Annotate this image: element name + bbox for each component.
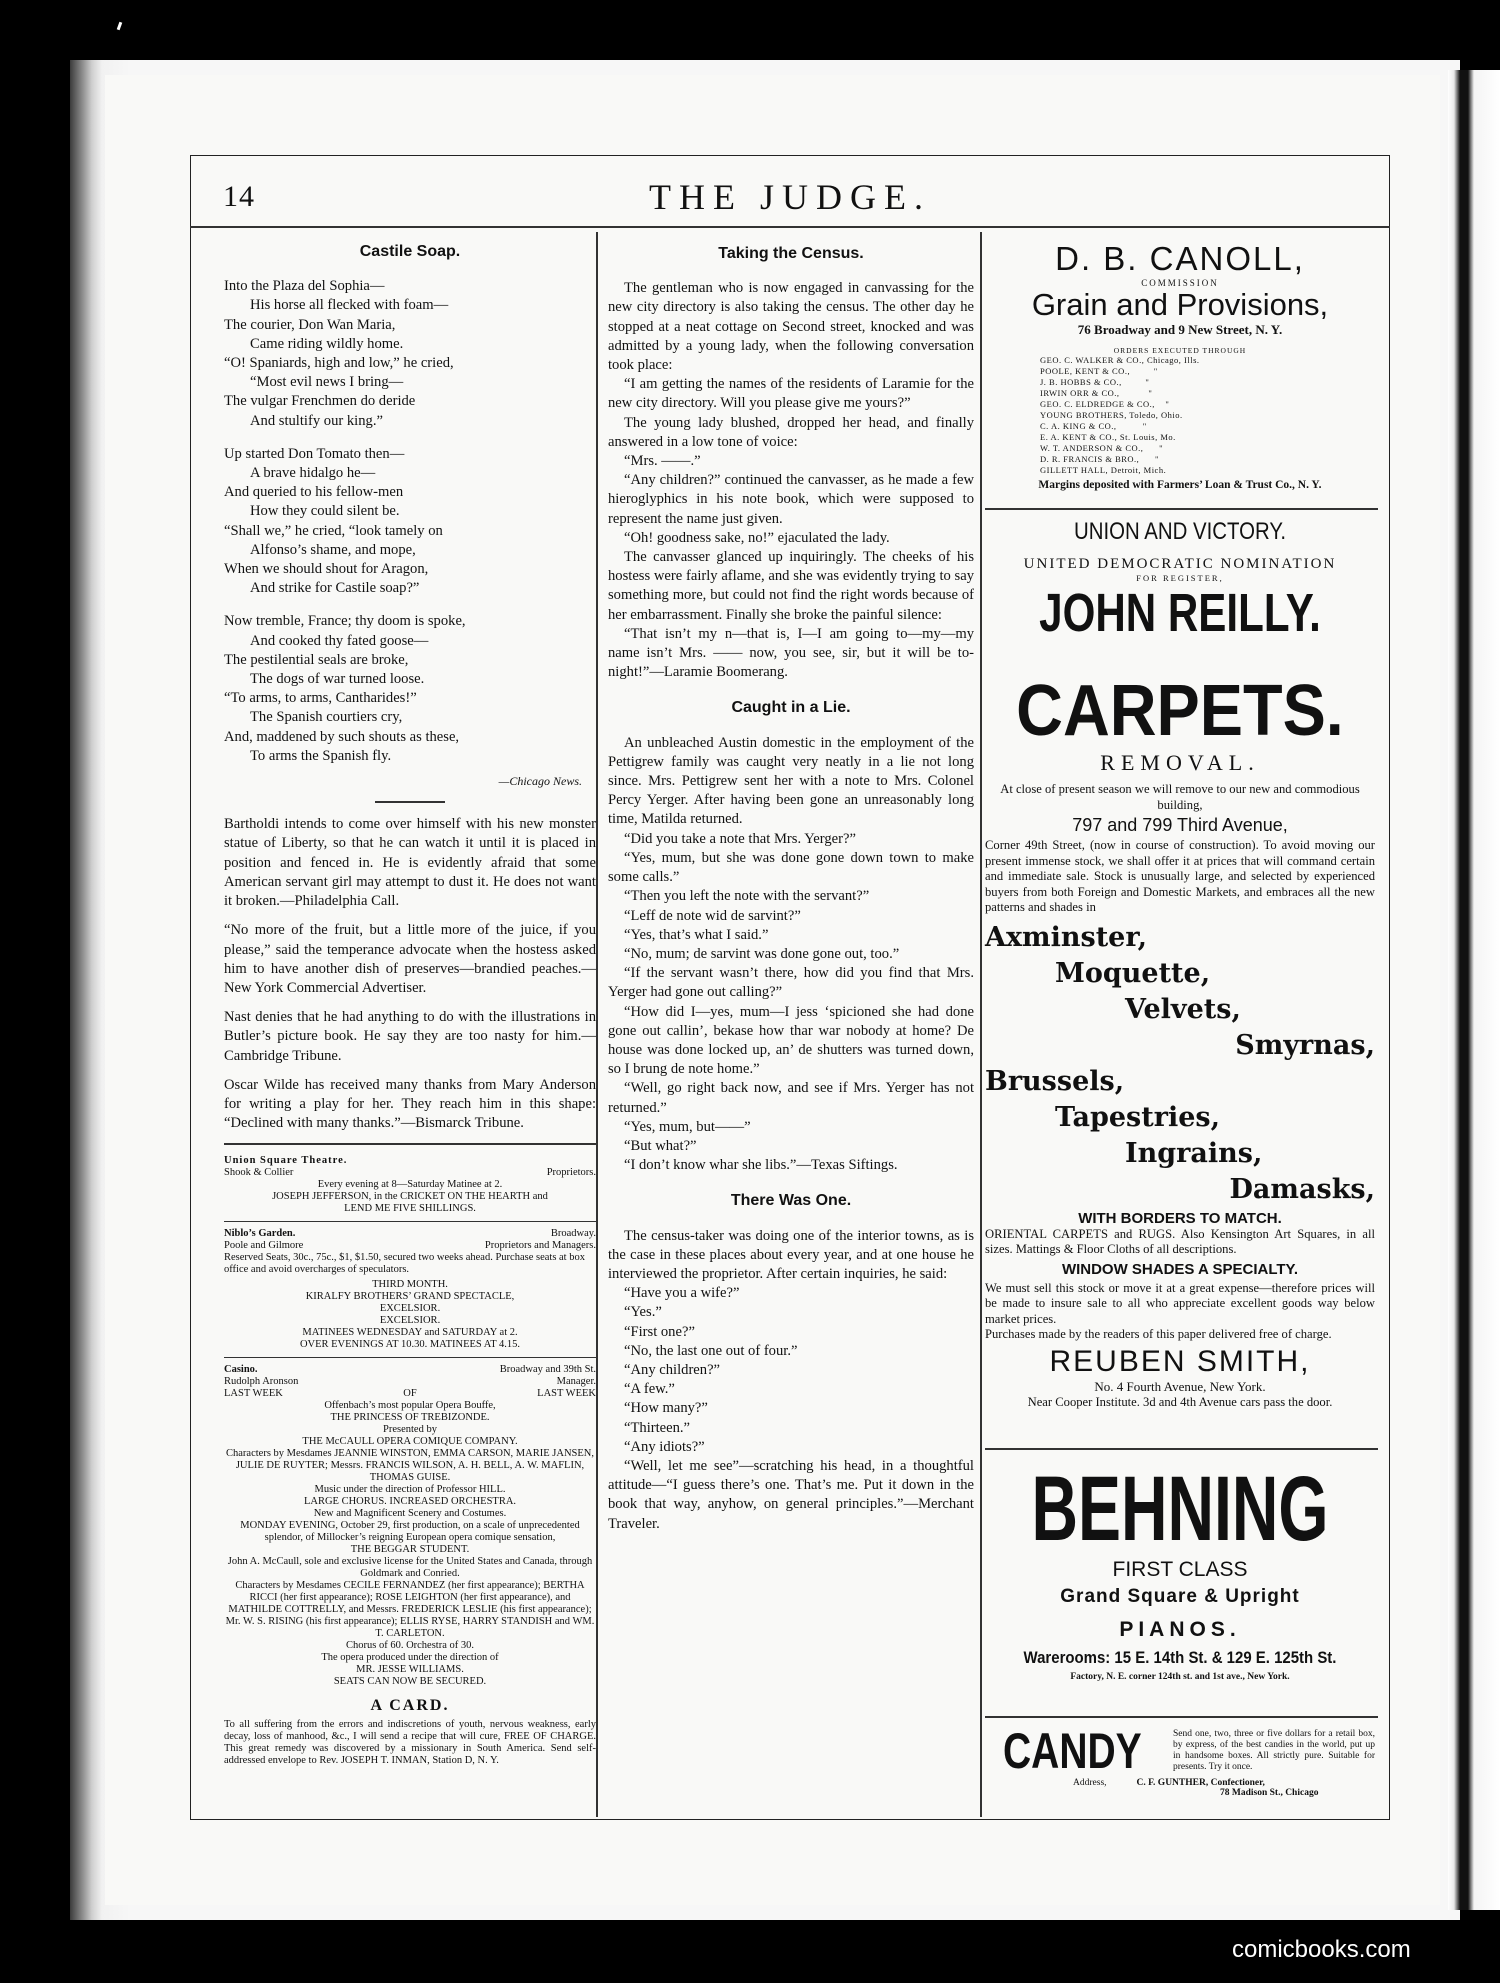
agent-line: C. A. KING & CO., ": [1040, 421, 1147, 431]
candy-merchant-address: 78 Madison St., Chicago: [1220, 1788, 1319, 1798]
casino-line: THE BEGGAR STUDENT.: [350, 1543, 470, 1555]
theatre-location: Broadway and 39th St.: [499, 1363, 596, 1375]
theatre-name: Union Square Theatre.: [224, 1154, 348, 1166]
poem-line: How they could silent be.: [250, 503, 400, 520]
canoll-subtitle: COMMISSION: [1141, 278, 1219, 288]
article-paragraph: “How many?”: [624, 1400, 708, 1417]
canoll-address: 76 Broadway and 9 New Street, N. Y.: [1077, 322, 1283, 337]
casino-line: Characters by Mesdames CECILE FERNANDEZ (her first appearance); BERTHA RICCI (her first appearance); ROSE LEIGHTON (her first appearance), and MATHILDE COTTRELLY, and Messrs. FREDERICK LESLIE (his first appearance); Mr. W. S. RISING (his first appearance); ELLIS RYSE, HARRY STANDISH and WM. T. CARLETON.: [225, 1579, 595, 1639]
carpets-borders: WITH BORDERS TO MATCH.: [1078, 1209, 1282, 1227]
paragraph-nast: Nast denies that he had anything to do with the illustrations in Butler’s picture book. He say they are too nasty for him.—Cambridge Tribune.: [224, 1009, 596, 1064]
masthead-rule: [190, 226, 1390, 228]
article-paragraph: “Thirteen.”: [624, 1419, 691, 1436]
casino-line: Offenbach’s most popular Opera Bouffe,: [324, 1399, 496, 1411]
poem-line: Came riding wildly home.: [250, 335, 404, 352]
article-paragraph: The gentleman who is now engaged in canvassing for the new city directory is also taking the census. The other day he stopped at a neat cottage on Second street, knocked and was admitted by a young lady, when the following conversation took place:: [608, 280, 974, 374]
poem-stanza-1: [224, 277, 596, 431]
poem-line: “O! Spaniards, high and low,” he cried,: [224, 355, 454, 372]
column-rule-1: [596, 232, 598, 1817]
article-title-one: There Was One.: [730, 1192, 852, 1210]
poem-line: His horse all flecked with foam—: [250, 297, 449, 314]
agent-line: W. T. ANDERSON & CO., ": [1040, 443, 1164, 453]
poem-stanza-3: [224, 612, 596, 766]
casino-line: MR. JESSE WILLIAMS.: [356, 1663, 464, 1675]
casino-line: Characters by Mesdames JEANNIE WINSTON, EMMA CARSON, MARIE JANSEN, JULIE DE RUYTER; Messrs. FRANCIS WILSON, A. H. BELL, A. W. MAFLIN, THOMAS GUISE.: [226, 1447, 594, 1483]
theatre-proprietors: Poole and Gilmore: [224, 1239, 304, 1251]
agent-line: J. B. HOBBS & CO., ": [1040, 377, 1150, 387]
article-paragraph: “How did I—yes, mum—I jess ‘spicioned she had done gone out callin’, bekase how thar war nobody at home? De house was done locked up, an’ de shutters was turned down, so I brung de note home.”: [608, 1003, 974, 1078]
agent-line: GEO. C. ELDREDGE & CO., ": [1040, 399, 1170, 409]
poem-line: “Shall we,” he cried, “look tamely on: [224, 522, 443, 539]
article-paragraph: “Any idiots?”: [624, 1438, 705, 1455]
article-paragraph: An unbleached Austin domestic in the employment of the Pettigrew family was caught very neatly in a lie not long since. Mrs. Pettigrew sent her with a note to Mrs. Colonel Percy Yerger. After having been gone an unreasonably long time, Matilda returned.: [608, 734, 974, 828]
carpets-removal: REMOVAL.: [1100, 750, 1260, 775]
card-text: To all suffering from the errors and indiscretions of youth, nervous weakness, early decay, loss of manhood, &c., I will send a recipe that will cure, FREE OF CHARGE. This great remedy was discovered by a missionary in South America. Send self-addressed envelope to Rev. JOSEPH T. INMAN, Station D, N. Y.: [224, 1719, 596, 1767]
article-paragraph: “Have you a wife?”: [624, 1285, 740, 1302]
article-paragraph: “Did you take a note that Mrs. Yerger?”: [624, 830, 856, 847]
behning-product: PIANOS.: [1119, 1618, 1241, 1641]
casino-line: LARGE CHORUS. INCREASED ORCHESTRA.: [303, 1495, 517, 1507]
behning-class: FIRST CLASS: [1112, 1558, 1248, 1581]
carpets-shades: WINDOW SHADES A SPECIALTY.: [1061, 1260, 1299, 1278]
fabric-brussels: Brussels,: [985, 1065, 1125, 1097]
article-paragraph: “Oh! goodness sake, no!” ejaculated the lady.: [624, 529, 890, 546]
article-paragraph: “Then you left the note with the servant?”: [624, 888, 870, 905]
reilly-nomination: UNITED DEMOCRATIC NOMINATION: [1023, 556, 1337, 572]
section-separator: [375, 801, 445, 803]
masthead-title: THE JUDGE.: [649, 177, 931, 217]
book-right-edge: [1448, 70, 1500, 1910]
theatre-play-2: LEND ME FIVE SHILLINGS.: [344, 1202, 476, 1214]
watermark: comicbooks.com: [1232, 1936, 1411, 1963]
behning-factory: Factory, N. E. corner 124th st. and 1st ave., New York.: [1070, 1672, 1290, 1682]
article-paragraph: “First one?”: [624, 1323, 695, 1340]
casino-line: SEATS CAN NOW BE SECURED.: [333, 1675, 487, 1687]
theatre-location: Broadway.: [550, 1227, 596, 1239]
poem-line: And queried to his fellow-men: [224, 484, 404, 501]
article-paragraph: “Yes, mum, but——”: [624, 1118, 751, 1135]
theatre-evenings: OVER EVENINGS AT 10.30. MATINEES AT 4.15.: [299, 1338, 521, 1350]
theatre-manager: Rudolph Aronson: [224, 1375, 299, 1387]
article-paragraph: “I am getting the names of the residents of Laramie for the new city directory. Will you please give me yours?”: [608, 376, 974, 412]
agent-line: POOLE, KENT & CO., ": [1040, 366, 1158, 376]
carpets-intro: At close of present season we will remove to our new and commodious building,: [1000, 782, 1360, 812]
candy-text: Send one, two, three or five dollars for a retail box, by express, of the best candies in the world, put up in handsome boxes. All strictly pure. Suitable for presents. Try it once.: [1173, 1729, 1375, 1772]
fabric-axminster: Axminster,: [985, 921, 1148, 953]
canoll-name: D. B. CANOLL,: [1055, 240, 1305, 277]
reilly-name: JOHN REILLY.: [1039, 583, 1321, 643]
poem-line: Up started Don Tomato then—: [224, 445, 405, 462]
canoll-orders: ORDERS EXECUTED THROUGH: [1113, 346, 1247, 355]
article-paragraph: “Mrs. ——.”: [624, 453, 701, 470]
casino-program: [224, 1400, 596, 1688]
theatre-play-2: EXCELSIOR.: [379, 1302, 441, 1314]
poem-line: To arms the Spanish fly.: [250, 747, 392, 764]
article-title-census: Taking the Census.: [718, 245, 864, 262]
theatre-proprietors-label: Proprietors.: [546, 1166, 596, 1178]
agent-line: GILLETT HALL, Detroit, Mich.: [1040, 465, 1167, 475]
ad-niblos-garden: [224, 1228, 596, 1351]
article-paragraph: “I don’t know whar she libs.”—Texas Siftings.: [624, 1157, 898, 1174]
article-paragraph: “If the servant wasn’t there, how did you find that Mrs. Yerger had gone out calling?”: [608, 965, 974, 1001]
theatre-proprietors-label: Proprietors and Managers.: [484, 1239, 596, 1251]
article-paragraph: The young lady blushed, dropped her head, and finally answered in a low tone of voice:: [608, 414, 974, 450]
poem-stanza-2: [224, 445, 596, 599]
article-paragraph: “Leff de note wid de sarvint?”: [624, 907, 801, 924]
canoll-agents: [985, 355, 1375, 476]
article-paragraph: “But what?”: [624, 1137, 697, 1154]
ad-rule-2: [985, 1448, 1378, 1450]
poem-line: And, maddened by such shouts as these,: [224, 728, 460, 745]
fabric-velvets: Velvets,: [1125, 993, 1241, 1025]
ad-candy: [985, 1722, 1375, 1798]
last-week-of: OF: [403, 1387, 417, 1399]
poem-line: When we should shout for Aragon,: [224, 561, 429, 578]
carpets-sell: We must sell this stock or move it at a great expense—therefore prices will be made to insure sale to all who appreciate excellent goods way below market prices.: [985, 1280, 1375, 1326]
ad-casino: [224, 1364, 596, 1688]
article-paragraph: The canvasser glanced up inquiringly. The cheeks of his hostess were fairly aflame, and she was evidently trying to say something more, but could not find the right words because of her embarrassment. Finally she broke the painful silence:: [608, 549, 974, 623]
poem-line: The pestilential seals are broke,: [224, 651, 409, 668]
behning-warerooms: Warerooms: 15 E. 14th St. & 129 E. 125th St.: [1023, 1648, 1337, 1667]
ads-rule: [224, 1143, 596, 1145]
carpets-address: 797 and 799 Third Avenue,: [1072, 815, 1288, 835]
casino-line: THE McCAULL OPERA COMIQUE COMPANY.: [302, 1435, 518, 1447]
agent-line: E. A. KENT & CO., St. Louis, Mo.: [1040, 432, 1176, 442]
article-paragraph: “Any children?”: [624, 1361, 721, 1378]
ad-behning-pianos: [985, 1460, 1375, 1682]
theatre-play-3: EXCELSIOR.: [379, 1314, 441, 1326]
poem-line: And cooked thy fated goose—: [250, 632, 429, 649]
theatre-name: Niblo’s Garden.: [224, 1227, 296, 1239]
casino-line: The opera produced under the direction of: [321, 1651, 499, 1663]
candy-merchant: C. F. GUNTHER, Confectioner,: [1136, 1778, 1265, 1788]
article-paragraph: “Yes, that’s what I said.”: [624, 926, 769, 943]
theatre-run: THIRD MONTH.: [372, 1278, 448, 1290]
carpets-merchant: REUBEN SMITH,: [1049, 1344, 1311, 1378]
article-paragraph: “A few.”: [624, 1381, 675, 1398]
agent-line: GEO. C. WALKER & CO., Chicago, Ills.: [1040, 355, 1200, 365]
poem-line: The courier, Don Wan Maria,: [224, 316, 396, 333]
ads-rule-2: [224, 1221, 596, 1222]
fabric-damasks: Damasks,: [1229, 1173, 1375, 1205]
ad-union-square-theatre: [224, 1155, 596, 1215]
canoll-business: Grain and Provisions,: [1031, 287, 1329, 322]
theatre-proprietors: Shook & Collier: [224, 1166, 294, 1178]
article-title-castile-soap: Castile Soap.: [359, 243, 461, 260]
poem-line: The Spanish courtiers cry,: [250, 709, 403, 726]
carpets-merchant-near: Near Cooper Institute. 3d and 4th Avenue cars pass the door.: [1027, 1394, 1333, 1409]
theatre-play: KIRALFY BROTHERS’ GRAND SPECTACLE,: [305, 1290, 515, 1302]
casino-line: John A. McCaull, sole and exclusive license for the United States and Canada, through Goldmark and Conried.: [227, 1555, 593, 1579]
ad-rule: [985, 508, 1378, 510]
candy-title: CANDY: [1003, 1723, 1142, 1779]
fabric-moquette: Moquette,: [1055, 957, 1211, 989]
article-paragraph: “Yes, mum, but she was done gone down town to make some calls.”: [608, 849, 974, 886]
carpet-fabrics: [985, 920, 1375, 1208]
poem-credit: —Chicago News.: [498, 774, 582, 789]
article-title-lie: Caught in a Lie.: [731, 699, 851, 717]
fabric-smyrnas: Smyrnas,: [1235, 1029, 1375, 1061]
agent-line: IRWIN ORR & CO., ": [1040, 388, 1153, 398]
behning-name: BEHNING: [1031, 1458, 1329, 1560]
card-title: A CARD.: [370, 1696, 450, 1714]
poem-line: Into the Plaza del Sophia—: [224, 278, 385, 295]
theatre-manager-label: Manager.: [556, 1375, 596, 1387]
candy-address-label: Address,: [1073, 1778, 1107, 1788]
poem-line: “To arms, to arms, Cantharides!”: [224, 690, 417, 707]
theatre-schedule: Every evening at 8—Saturday Matinee at 2.: [317, 1178, 503, 1190]
article-lie: [608, 734, 974, 1176]
article-paragraph: “Well, go right back now, and see if Mrs. Yerger has not returned.”: [608, 1080, 974, 1116]
article-paragraph: “Well, let me see”—scratching his head, in a thoughtful attitude—“I guess there’s one. That’s me. Put it down in the book that way, anyhow, on general principles.”—Merchant Traveler.: [608, 1457, 974, 1532]
column-left: [224, 236, 596, 1767]
poem-line: A brave hidalgo he—: [250, 465, 376, 482]
article-one: [608, 1227, 974, 1534]
column-middle: [608, 236, 974, 1534]
article-paragraph: “No, mum; de sarvint was done gone out, too.”: [624, 945, 900, 962]
casino-line: Music under the direction of Professor HILL.: [314, 1483, 506, 1495]
fabric-ingrains: Ingrains,: [1125, 1137, 1263, 1169]
poem-castile-soap: [224, 277, 596, 766]
poem-line: Alfonso’s shame, and mope,: [250, 541, 416, 558]
theatre-name: Casino.: [224, 1363, 258, 1375]
theatre-seats: Reserved Seats, 30c., 75c., $1, $1.50, secured two weeks ahead. Purchase seats at box office and avoid overcharges of speculators.: [224, 1251, 585, 1275]
casino-line: New and Magnificent Scenery and Costumes.: [313, 1507, 507, 1519]
agent-line: D. R. FRANCIS & BRO., ": [1040, 454, 1160, 464]
paragraph-wilde: Oscar Wilde has received many thanks from Mary Anderson for writing a play for her. They reach him in this shape: “Declined with many thanks.”—Bismarck Tribune.: [224, 1076, 596, 1132]
poem-line: “Most evil news I bring—: [250, 374, 404, 391]
article-paragraph: “No, the last one out of four.”: [624, 1342, 798, 1359]
poem-line: The dogs of war turned loose.: [250, 671, 425, 688]
ad-carpets: [985, 672, 1375, 1410]
paragraph-bartholdi: Bartholdi intends to come over himself with his new monster statue of Liberty, so that he can watch it until it is placed in position and fenced in. He is evidently afraid that some American servant girl may attempt to dust it. He does not want it broken.—Philadelphia Call.: [224, 816, 596, 910]
poem-line: Now tremble, France; thy doom is spoke,: [224, 613, 466, 630]
article-paragraph: “Yes.”: [624, 1304, 662, 1321]
casino-line: THE PRINCESS OF TREBIZONDE.: [330, 1411, 490, 1423]
theatre-play: JOSEPH JEFFERSON, in the CRICKET ON THE HEARTH and: [272, 1190, 548, 1202]
poem-line: The vulgar Frenchmen do deride: [224, 393, 416, 410]
casino-line: MONDAY EVENING, October 29, first production, on a scale of unprecedented splendor, of Millocker’s reigning European opera comique sensation,: [240, 1519, 580, 1543]
fabric-tapestries: Tapestries,: [1055, 1101, 1220, 1133]
article-paragraph: The census-taker was doing one of the interior towns, as is the case in these places about every year, and at one house he interviewed the proprietor. After certain inquiries, he said:: [608, 1227, 974, 1282]
reilly-headline: UNION AND VICTORY.: [1074, 518, 1286, 545]
carpets-oriental: ORIENTAL CARPETS and RUGS. Also Kensington Art Squares, in all sizes. Mattings & Floor Cloths of all descriptions.: [985, 1226, 1375, 1256]
article-census: [608, 279, 974, 682]
article-paragraph: “That isn’t my n—that is, I—I am going to—my—my name isn’t Mrs. —— now, you see, sir, but it will be to-night!”—Laramie Boomerang.: [608, 625, 974, 681]
last-week-right: LAST WEEK: [537, 1387, 596, 1399]
article-paragraph: “Any children?” continued the canvasser, as he made a few hieroglyphics in his note book, which were supposed to represent the name just given.: [608, 472, 974, 527]
theatre-matinees: MATINEES WEDNESDAY and SATURDAY at 2.: [302, 1326, 518, 1338]
ad-john-reilly: [985, 518, 1375, 643]
carpets-merchant-address: No. 4 Fourth Avenue, New York.: [1094, 1378, 1266, 1394]
casino-line: Chorus of 60. Orchestra of 30.: [345, 1639, 474, 1651]
behning-kind: Grand Square & Upright: [1060, 1586, 1300, 1607]
ads-rule-3: [224, 1357, 596, 1358]
column-rule-2: [980, 232, 982, 1817]
ad-canoll: [985, 240, 1375, 491]
carpets-title: CARPETS.: [1016, 671, 1344, 751]
last-week-left: LAST WEEK: [224, 1387, 283, 1399]
paragraph-fruit: “No more of the fruit, but a little more of the juice, if you please,” said the temperance advocate when the hostess asked him to have another dish of preserves—brandied peaches.—New York Commercial Advertiser.: [224, 922, 596, 996]
ad-rule-3: [985, 1716, 1378, 1718]
canoll-margins: Margins deposited with Farmers’ Loan & Trust Co., N. Y.: [1038, 479, 1322, 491]
carpets-body: Corner 49th Street, (now in course of construction). To avoid moving our present immense stock, we shall offer it at prices that will command certain and immediate sale. Stock is unusually large, and selected by experienced buyers from both Foreign and Domestic Markets, and embraces all the new patterns and shades in: [985, 838, 1375, 914]
page-number: 14: [223, 180, 255, 213]
poem-line: And stultify our king.”: [250, 412, 383, 429]
casino-line: Presented by: [383, 1423, 437, 1435]
carpets-purchases: Purchases made by the readers of this paper delivered free of charge.: [985, 1327, 1332, 1341]
poem-line: And strike for Castile soap?”: [250, 580, 420, 597]
agent-line: YOUNG BROTHERS, Toledo, Ohio.: [1040, 410, 1183, 420]
reilly-office: FOR REGISTER,: [1136, 573, 1224, 583]
